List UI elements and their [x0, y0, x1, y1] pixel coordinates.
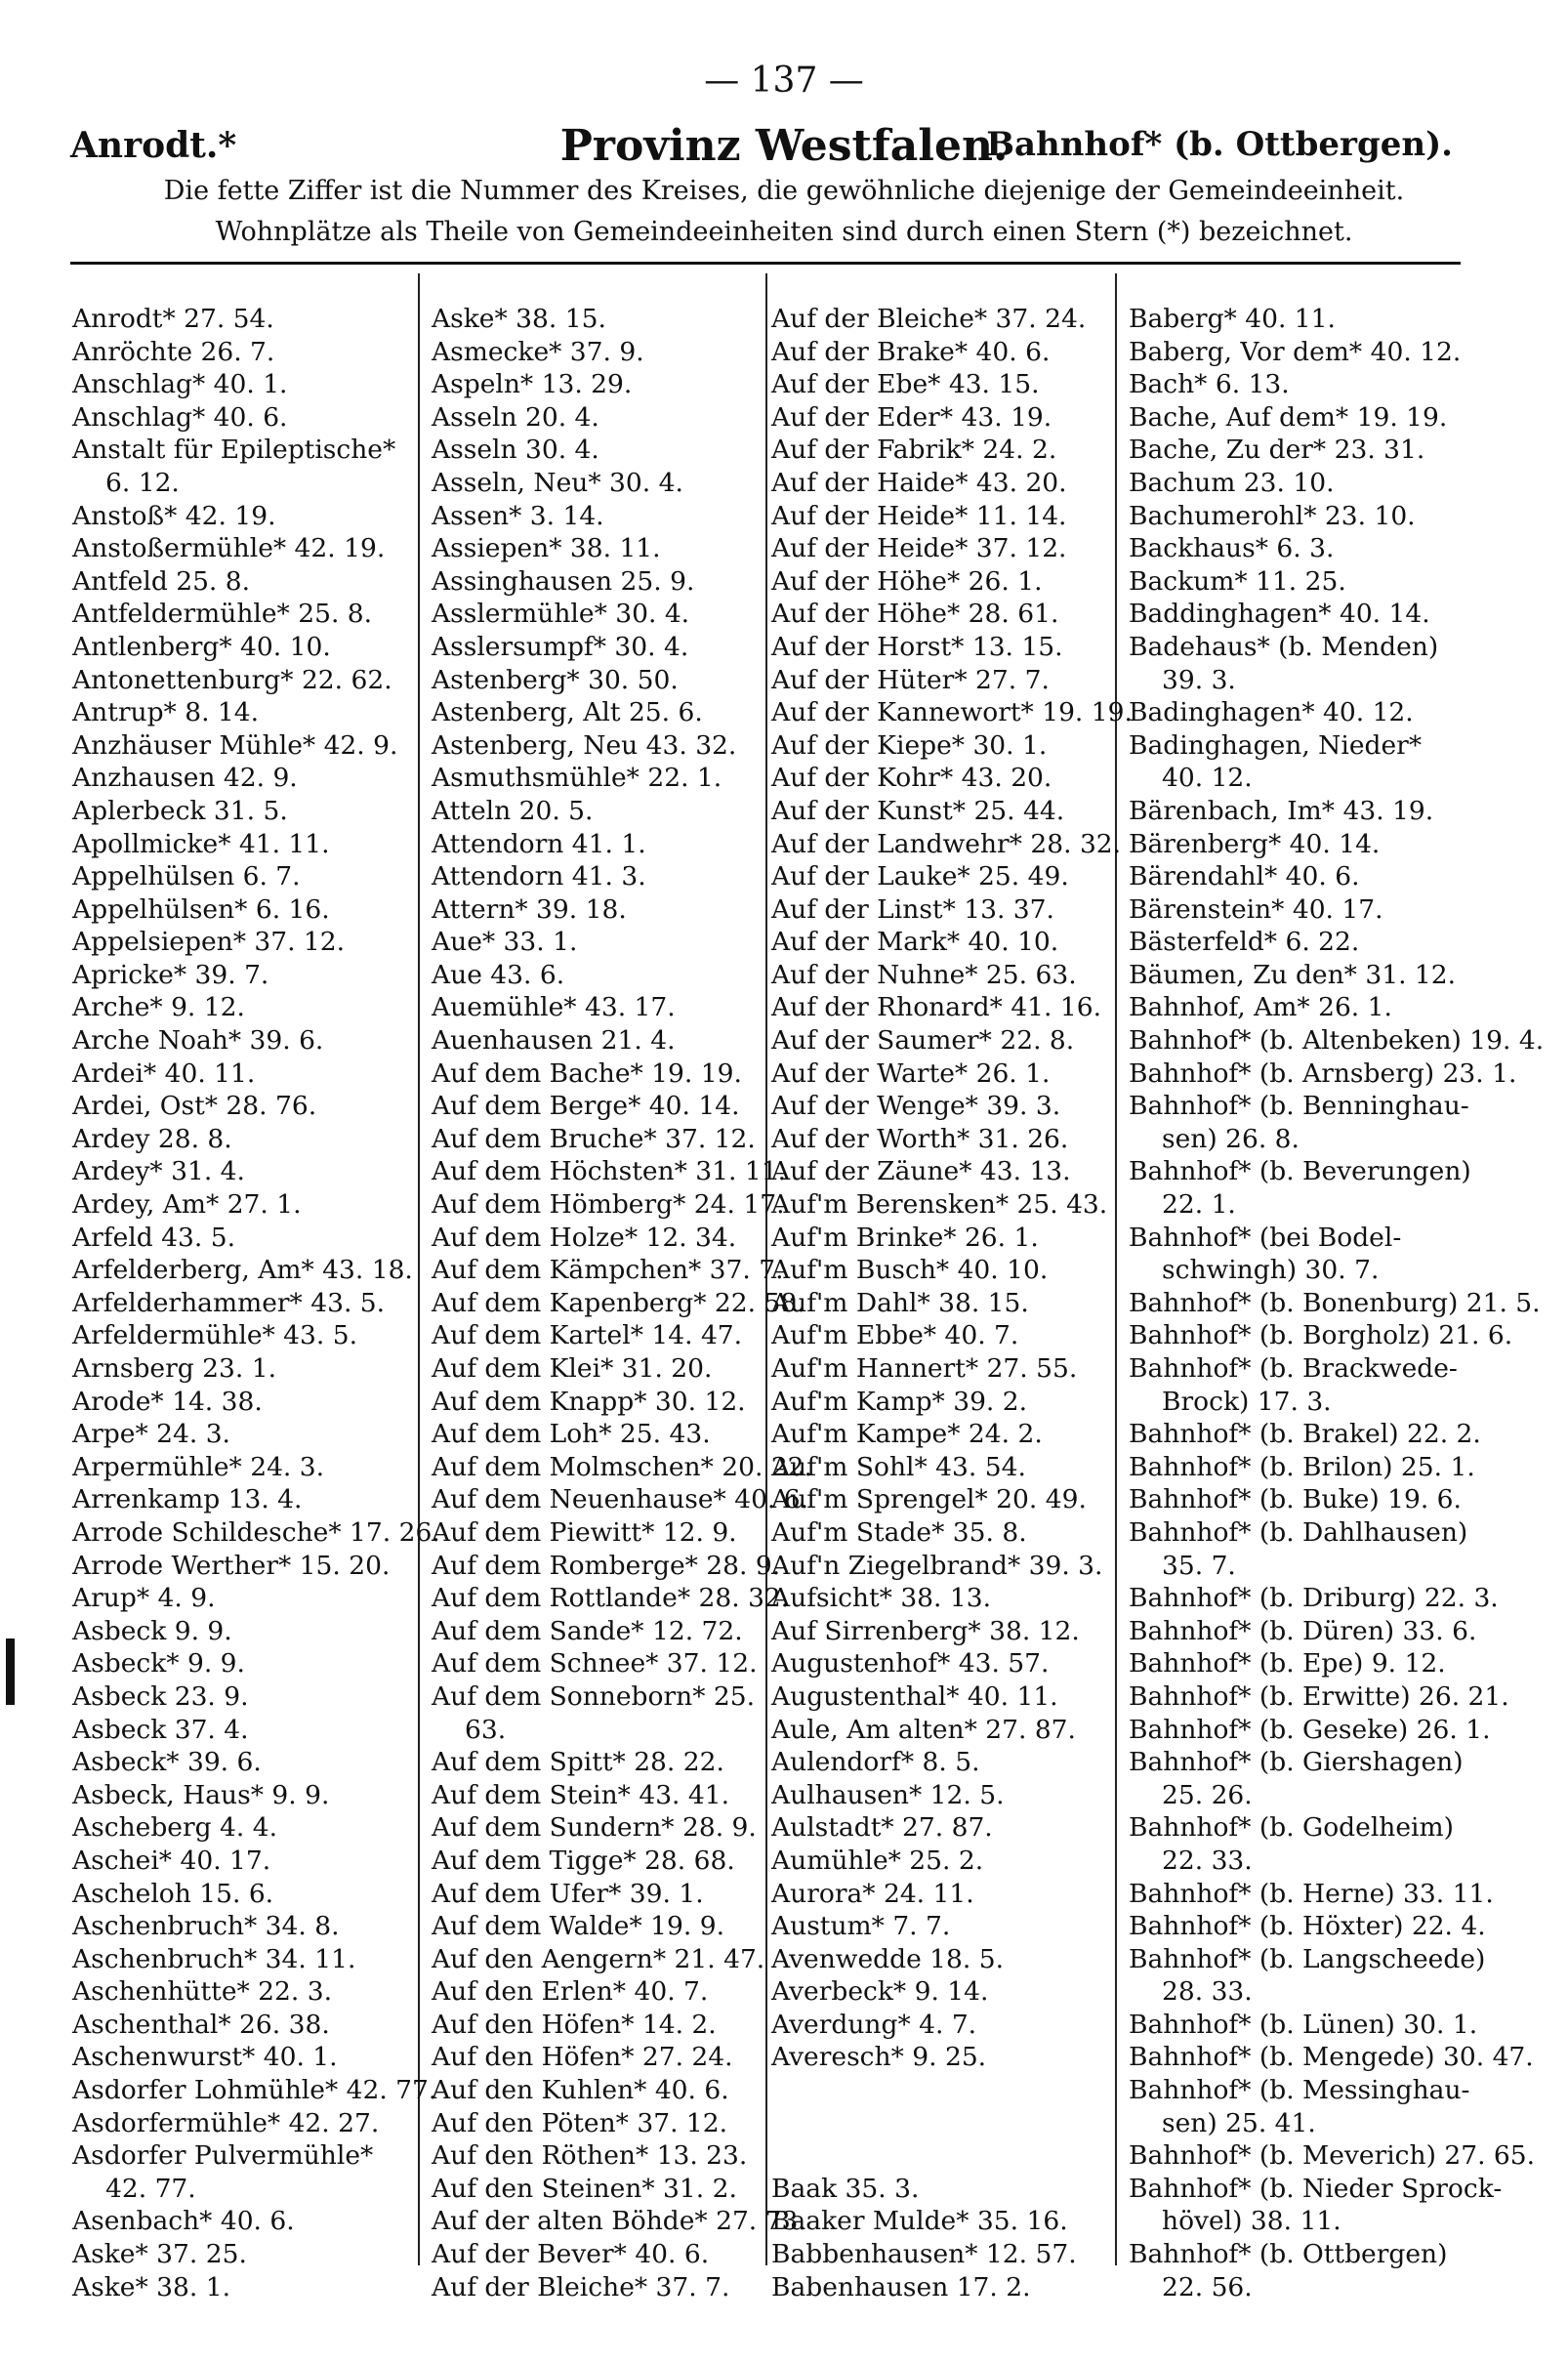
index-entry: Arpermühle* 24. 3.: [72, 1451, 325, 1482]
index-entry: Aulendorf* 8. 5.: [771, 1747, 980, 1778]
index-entry: Auf den Röthen* 13. 23.: [432, 2140, 748, 2172]
index-entry: Auf dem Loh* 25. 43.: [432, 1419, 711, 1450]
index-entry: Bahnhof* (b. Borgholz) 21. 6.: [1129, 1320, 1513, 1351]
index-entry: Auf der Bleiche* 37. 24.: [771, 304, 1087, 334]
index-entry: Aue* 33. 1.: [432, 927, 578, 958]
index-entry: Bachumerohl* 23. 10.: [1129, 500, 1416, 531]
index-entry: Auf dem Bruche* 37. 12.: [432, 1123, 756, 1154]
index-entry: Auf der Brake* 40. 6.: [771, 336, 1051, 367]
index-entry: Antfeld 25. 8.: [72, 565, 251, 597]
index-entry: Auf der Warte* 26. 1.: [771, 1058, 1051, 1089]
index-entry: Bärenbach, Im* 43. 19.: [1129, 795, 1434, 826]
index-entry: Baak 35. 3.: [771, 2173, 920, 2204]
index-entry: Auf'm Kamp* 39. 2.: [771, 1386, 1028, 1417]
index-entry: Anschlag* 40. 6.: [72, 401, 288, 433]
index-entry: Bahnhof* (b. Brackwede-: [1129, 1353, 1458, 1384]
index-entry: Bahnhof* (b. Herne) 33. 11.: [1129, 1878, 1494, 1909]
index-entry: Auf dem Klei* 31. 20.: [432, 1353, 713, 1384]
index-entry: Bahnhof* (b. Brakel) 22. 2.: [1129, 1419, 1481, 1450]
index-entry: Backhaus* 6. 3.: [1129, 533, 1335, 564]
index-entry: Auf dem Höchsten* 31. 11.: [432, 1156, 786, 1187]
index-entry: Ardey 28. 8.: [72, 1123, 232, 1154]
index-entry: Bahnhof* (b. Altenbeken) 19. 4.: [1129, 1025, 1545, 1057]
index-entry: Arup* 4. 9.: [72, 1583, 216, 1614]
index-entry: Baddinghagen* 40. 14.: [1129, 599, 1430, 630]
index-entry: Auf dem Ufer* 39. 1.: [432, 1878, 704, 1909]
index-entry: Auf den Kuhlen* 40. 6.: [432, 2075, 729, 2106]
index-entry: Backum* 11. 25.: [1129, 565, 1346, 597]
index-entry: Bahnhof* (b. Dahlhausen): [1129, 1516, 1468, 1548]
index-entry: Arrode Schildesche* 17. 26.: [72, 1516, 440, 1548]
index-entry: Assinghausen 25. 9.: [432, 565, 695, 597]
index-entry: Aske* 38. 15.: [432, 304, 606, 334]
index-entry: hövel) 38. 11.: [1162, 2206, 1341, 2237]
index-entry: Ascheberg 4. 4.: [72, 1812, 278, 1844]
index-entry: Auf der Horst* 13. 15.: [771, 631, 1063, 662]
index-entry: Bahnhof* (b. Langscheede): [1129, 1943, 1486, 1974]
index-entry: Appelhülsen 6. 7.: [72, 861, 301, 892]
index-entry: Auf der Nuhne* 25. 63.: [771, 959, 1077, 990]
index-entry: Bachum 23. 10.: [1129, 467, 1335, 498]
index-entry: Auf dem Berge* 40. 14.: [432, 1091, 740, 1122]
index-entry: Anstoß* 42. 19.: [72, 500, 276, 531]
index-entry: 6. 12.: [105, 467, 180, 498]
index-entry: schwingh) 30. 7.: [1162, 1255, 1380, 1286]
index-entry: [771, 2139, 1113, 2173]
index-entry: Aske* 37. 25.: [72, 2239, 247, 2270]
legend-line-2: Wohnplätze als Theile von Gemeindeeinheiten sind durch einen Stern (*) bezeichnet.: [215, 217, 1353, 247]
index-entry: Auf der Kohr* 43. 20.: [771, 763, 1052, 794]
index-entry: Auf der Landwehr* 28. 32.: [771, 828, 1122, 859]
index-entry: Asenbach* 40. 6.: [72, 2206, 295, 2237]
index-entry: Auf dem Knapp* 30. 12.: [432, 1386, 746, 1417]
page-number: — 137 —: [704, 61, 864, 101]
index-entry: Bahnhof* (b. Erwitte) 26. 21.: [1129, 1680, 1509, 1712]
index-entry: Aue 43. 6.: [432, 959, 565, 990]
index-entry: Auf dem Spitt* 28. 22.: [432, 1747, 724, 1778]
index-entry: Asbeck* 39. 6.: [72, 1747, 262, 1778]
index-entry: Auf Sirrenberg* 38. 12.: [771, 1615, 1080, 1646]
index-entry: Bahnhof* (b. Driburg) 22. 3.: [1129, 1583, 1499, 1614]
index-entry: Auf den Pöten* 37. 12.: [432, 2107, 728, 2138]
index-entry: Auf dem Schnee* 37. 12.: [432, 1648, 758, 1680]
index-entry: Avenwedde 18. 5.: [771, 1943, 1005, 1974]
index-entry: Austum* 7. 7.: [771, 1911, 951, 1942]
index-entry: Anzhäuser Mühle* 42. 9.: [72, 729, 398, 761]
index-entry: Bahnhof* (b. Arnsberg) 23. 1.: [1129, 1058, 1517, 1089]
index-entry: Asdorfermühle* 42. 27.: [72, 2107, 380, 2138]
index-entry: sen) 25. 41.: [1162, 2107, 1316, 2138]
index-entry: Aschenwurst* 40. 1.: [72, 2042, 338, 2073]
index-entry: Arrode Werther* 15. 20.: [72, 1550, 391, 1581]
index-entry: Bahnhof* (b. Ottbergen): [1129, 2239, 1448, 2270]
index-entry: Bärenstein* 40. 17.: [1129, 893, 1383, 925]
index-entry: Aschenhütte* 22. 3.: [72, 1976, 333, 2008]
index-entry: Averbeck* 9. 14.: [771, 1976, 989, 2008]
index-entry: Ardey* 31. 4.: [72, 1156, 245, 1187]
index-entry: Auf dem Neuenhause* 40. 6.: [432, 1484, 809, 1515]
page-title: Provinz Westfalen.: [559, 121, 1009, 171]
index-entry: Auf der Wenge* 39. 3.: [771, 1091, 1061, 1122]
index-entry: Arche Noah* 39. 6.: [72, 1025, 324, 1057]
index-entry: Auf der Kiepe* 30. 1.: [771, 729, 1048, 761]
index-entry: Aschenbruch* 34. 8.: [72, 1911, 340, 1942]
index-entry: Auf der Mark* 40. 10.: [771, 927, 1059, 958]
index-entry: Aurora* 24. 11.: [771, 1878, 974, 1909]
index-entry: Auf'n Ziegelbrand* 39. 3.: [771, 1550, 1103, 1581]
index-entry: Auf dem Kartel* 14. 47.: [432, 1320, 743, 1351]
index-entry: Apollmicke* 41. 11.: [72, 828, 330, 859]
index-entry: Asdorfer Lohmühle* 42. 77.: [72, 2075, 437, 2106]
index-entry: Auf der Höhe* 26. 1.: [771, 565, 1043, 597]
index-entry: Auf'm Hannert* 27. 55.: [771, 1353, 1078, 1384]
index-entry: Anstoßermühle* 42. 19.: [72, 533, 386, 564]
index-entry: Auf der Linst* 13. 37.: [771, 893, 1054, 925]
index-entry: Asbeck 9. 9.: [72, 1615, 232, 1646]
index-entry: Arche* 9. 12.: [72, 992, 245, 1023]
index-entry: Auf der Haide* 43. 20.: [771, 467, 1067, 498]
index-entry: Auf der Ebe* 43. 15.: [771, 369, 1040, 400]
index-entry: Auf dem Hömberg* 24. 17.: [432, 1189, 785, 1221]
index-entry: Anröchte 26. 7.: [72, 336, 275, 367]
index-entry: Auf'm Kampe* 24. 2.: [771, 1419, 1043, 1450]
index-entry: Attendorn 41. 3.: [432, 861, 646, 892]
index-entry: 28. 33.: [1162, 1976, 1253, 2008]
index-entry: Auf der Höhe* 28. 61.: [771, 599, 1059, 630]
index-entry: 25. 26.: [1162, 1779, 1253, 1810]
index-entry: Asslermühle* 30. 4.: [432, 599, 690, 630]
index-entry: Bahnhof* (b. Lünen) 30. 1.: [1129, 2009, 1478, 2040]
index-entry: Asseln 20. 4.: [432, 401, 599, 433]
index-entry: Auf der Hüter* 27. 7.: [771, 664, 1050, 695]
index-entry: Auf den Erlen* 40. 7.: [432, 1976, 709, 2008]
index-entry: Badehaus* (b. Menden): [1129, 631, 1439, 662]
index-entry: Auf dem Sundern* 28. 9.: [432, 1812, 757, 1844]
index-entry: Bahnhof* (b. Benninghau-: [1129, 1091, 1469, 1122]
index-entry: Auf der Kunst* 25. 44.: [771, 795, 1065, 826]
index-entry: Bahnhof* (b. Bonenburg) 21. 5.: [1129, 1287, 1541, 1318]
index-entry: Astenberg, Neu 43. 32.: [432, 729, 737, 761]
index-entry: Aplerbeck 31. 5.: [72, 795, 288, 826]
index-entry: Auf den Aengern* 21. 47.: [432, 1943, 765, 1974]
index-entry: Auf dem Sonneborn* 25.: [432, 1680, 756, 1712]
index-entry: Bahnhof* (b. Messinghau-: [1129, 2075, 1470, 2106]
index-entry: Aschei* 40. 17.: [72, 1845, 271, 1876]
index-entry: 22. 1.: [1162, 1189, 1236, 1221]
index-entry: Auf der Worth* 31. 26.: [771, 1123, 1069, 1154]
index-entry: Antonettenburg* 22. 62.: [72, 664, 392, 695]
index-entry: Arnsberg 23. 1.: [72, 1353, 277, 1384]
scan-artifact: [6, 1638, 15, 1705]
index-entry: Antfeldermühle* 25. 8.: [72, 599, 373, 630]
index-entry: Bahnhof* (b. Düren) 33. 6.: [1129, 1615, 1477, 1646]
index-entry: Averesch* 9. 25.: [771, 2042, 987, 2073]
header-last-entry: Bahnhof* (b. Ottbergen).: [986, 125, 1453, 164]
column-divider: [1115, 273, 1117, 2265]
index-entry: Auf den Steinen* 31. 2.: [432, 2173, 737, 2204]
index-entry: Antrup* 8. 14.: [72, 697, 260, 728]
index-entry: Arrenkamp 13. 4.: [72, 1484, 303, 1515]
index-entry: Auf dem Bache* 19. 19.: [432, 1058, 742, 1089]
index-entry: Auf dem Romberge* 28. 9.: [432, 1550, 781, 1581]
index-entry: Bäumen, Zu den* 31. 12.: [1129, 959, 1457, 990]
index-entry: Auenhausen 21. 4.: [432, 1025, 676, 1057]
index-entry: Asbeck, Haus* 9. 9.: [72, 1779, 330, 1810]
header-rule: [70, 262, 1461, 265]
index-entry: 42. 77.: [105, 2173, 196, 2204]
index-entry: Auf der Bever* 40. 6.: [432, 2239, 710, 2270]
index-entry: Asbeck* 9. 9.: [72, 1648, 245, 1680]
index-entry: Appelsiepen* 37. 12.: [72, 927, 346, 958]
index-entry: Asbeck 23. 9.: [72, 1680, 249, 1712]
index-entry: Auf der Rhonard* 41. 16.: [771, 992, 1102, 1023]
index-entry: Assen* 3. 14.: [432, 500, 604, 531]
index-entry: Asbeck 37. 4.: [72, 1714, 249, 1745]
index-entry: Ardei* 40. 11.: [72, 1058, 256, 1089]
index-entry: Aske* 38. 1.: [72, 2271, 231, 2302]
index-column-1: [72, 303, 440, 2303]
index-entry: Asdorfer Pulvermühle*: [72, 2140, 374, 2172]
index-entry: Asmuthsmühle* 22. 1.: [432, 763, 722, 794]
index-column-4: [1129, 303, 1545, 2303]
index-entry: Asseln, Neu* 30. 4.: [432, 467, 683, 498]
index-entry: 39. 3.: [1162, 664, 1236, 695]
index-entry: Aschenthal* 26. 38.: [72, 2009, 330, 2040]
index-entry: Auf der Heide* 11. 14.: [771, 500, 1067, 531]
index-entry: Bache, Zu der* 23. 31.: [1129, 435, 1425, 466]
index-entry: Auf der Lauke* 25. 49.: [771, 861, 1069, 892]
index-entry: 63.: [465, 1714, 507, 1745]
column-divider: [418, 273, 420, 2265]
index-entry: Auf der Fabrik* 24. 2.: [771, 435, 1057, 466]
index-entry: Ardei, Ost* 28. 76.: [72, 1091, 317, 1122]
index-entry: Bästerfeld* 6. 22.: [1129, 927, 1360, 958]
index-entry: Auf den Höfen* 14. 2.: [432, 2009, 717, 2040]
index-entry: Auf'm Sprengel* 20. 49.: [771, 1484, 1087, 1515]
index-entry: Auf'm Busch* 40. 10.: [771, 1255, 1049, 1286]
index-entry: Auf der Kannewort* 19. 19.: [771, 697, 1133, 728]
index-entry: Ardey, Am* 27. 1.: [72, 1189, 302, 1221]
index-entry: Asmecke* 37. 9.: [432, 336, 644, 367]
index-entry: Astenberg* 30. 50.: [432, 664, 679, 695]
index-entry: Bach* 6. 13.: [1129, 369, 1290, 400]
index-entry: Anstalt für Epileptische*: [72, 435, 396, 466]
index-entry: Augustenhof* 43. 57.: [771, 1648, 1050, 1680]
index-entry: Auf'm Stade* 35. 8.: [771, 1516, 1027, 1548]
index-entry: Bärendahl* 40. 6.: [1129, 861, 1360, 892]
index-entry: Bahnhof* (bei Bodel-: [1129, 1222, 1402, 1253]
index-entry: Aule, Am alten* 27. 87.: [771, 1714, 1076, 1745]
index-entry: Bahnhof* (b. Höxter) 22. 4.: [1129, 1911, 1486, 1942]
index-entry: Anschlag* 40. 1.: [72, 369, 288, 400]
index-entry: Bahnhof* (b. Meverich) 27. 65.: [1129, 2140, 1536, 2172]
index-entry: Auf dem Holze* 12. 34.: [432, 1222, 737, 1253]
index-entry: Averdung* 4. 7.: [771, 2009, 977, 2040]
index-entry: Auf den Höfen* 27. 24.: [432, 2042, 733, 2073]
index-entry: Bache, Auf dem* 19. 19.: [1129, 401, 1448, 433]
index-entry: Auf der Heide* 37. 12.: [771, 533, 1067, 564]
index-entry: Bahnhof* (b. Epe) 9. 12.: [1129, 1648, 1446, 1680]
index-entry: Arode* 14. 38.: [72, 1386, 263, 1417]
index-entry: Baberg* 40. 11.: [1129, 304, 1336, 334]
index-entry: Auemühle* 43. 17.: [432, 992, 676, 1023]
index-entry: Baaker Mulde* 35. 16.: [771, 2206, 1068, 2237]
index-entry: Badinghagen* 40. 12.: [1129, 697, 1414, 728]
index-entry: Badinghagen, Nieder*: [1129, 729, 1423, 761]
index-entry: Bahnhof* (b. Godelheim): [1129, 1812, 1454, 1844]
index-entry: Bahnhof* (b. Nieder Sprock-: [1129, 2173, 1503, 2204]
index-entry: [771, 2107, 1113, 2140]
index-entry: Auf dem Kapenberg* 22. 58.: [432, 1287, 805, 1318]
index-entry: Bahnhof* (b. Giershagen): [1129, 1747, 1464, 1778]
index-entry: Auf dem Kämpchen* 37. 7.: [432, 1255, 784, 1286]
index-entry: Arfelderhammer* 43. 5.: [72, 1287, 386, 1318]
index-entry: Auf der Eder* 43. 19.: [771, 401, 1052, 433]
index-entry: Anzhausen 42. 9.: [72, 763, 298, 794]
index-entry: Brock) 17. 3.: [1162, 1386, 1332, 1417]
index-entry: 40. 12.: [1162, 763, 1253, 794]
index-entry: Apricke* 39. 7.: [72, 959, 269, 990]
index-entry: Auf dem Molmschen* 20. 22.: [432, 1451, 812, 1482]
legend-line-1: Die fette Ziffer ist die Nummer des Kreises, die gewöhnliche diejenige der Gemeindeeinheit.: [163, 176, 1405, 206]
index-entry: Bahnhof* (b. Mengede) 30. 47.: [1129, 2042, 1534, 2073]
index-entry: Bärenberg* 40. 14.: [1129, 828, 1381, 859]
index-entry: Auf dem Sande* 12. 72.: [432, 1615, 743, 1646]
index-entry: Anrodt* 27. 54.: [72, 304, 274, 334]
index-entry: Bahnhof* (b. Geseke) 26. 1.: [1129, 1714, 1491, 1745]
index-entry: Auf'm Brinke* 26. 1.: [771, 1222, 1039, 1253]
index-entry: Antlenberg* 40. 10.: [72, 631, 331, 662]
index-entry: Bahnhof* (b. Brilon) 25. 1.: [1129, 1451, 1475, 1482]
index-entry: Aufsicht* 38. 13.: [771, 1583, 992, 1614]
index-entry: Augustenthal* 40. 11.: [771, 1680, 1058, 1712]
index-entry: 22. 33.: [1162, 1845, 1253, 1876]
index-entry: Auf dem Tigge* 28. 68.: [432, 1845, 735, 1876]
index-entry: Assiepen* 38. 11.: [432, 533, 661, 564]
index-entry: Auf dem Stein* 43. 41.: [432, 1779, 730, 1810]
index-entry: Auf der Saumer* 22. 8.: [771, 1025, 1075, 1057]
index-entry: 35. 7.: [1162, 1550, 1236, 1581]
index-entry: Attendorn 41. 1.: [432, 828, 646, 859]
index-entry: Auf dem Walde* 19. 9.: [432, 1911, 725, 1942]
index-entry: Bahnhof* (b. Buke) 19. 6.: [1129, 1484, 1462, 1515]
index-entry: Atteln 20. 5.: [432, 795, 594, 826]
index-entry: Aschenbruch* 34. 11.: [72, 1943, 356, 1974]
index-entry: [771, 2074, 1113, 2107]
index-entry: Auf'm Ebbe* 40. 7.: [771, 1320, 1019, 1351]
index-entry: Auf'm Sohl* 43. 54.: [771, 1451, 1026, 1482]
index-entry: Auf der alten Böhde* 27. 73.: [432, 2206, 806, 2237]
index-entry: Attern* 39. 18.: [432, 893, 627, 925]
index-entry: Appelhülsen* 6. 16.: [72, 893, 330, 925]
index-entry: Baberg, Vor dem* 40. 12.: [1129, 336, 1462, 367]
index-entry: Arpe* 24. 3.: [72, 1419, 230, 1450]
index-entry: Babenhausen 17. 2.: [771, 2271, 1031, 2302]
index-entry: Aspeln* 13. 29.: [432, 369, 633, 400]
index-entry: Arfeld 43. 5.: [72, 1222, 236, 1253]
index-entry: Bahnhof, Am* 26. 1.: [1129, 992, 1392, 1023]
index-entry: Auf der Bleiche* 37. 7.: [432, 2271, 730, 2302]
index-entry: Auf der Zäune* 43. 13.: [771, 1156, 1071, 1187]
index-entry: Ascheloh 15. 6.: [72, 1878, 274, 1909]
index-entry: Auf dem Piewitt* 12. 9.: [432, 1516, 737, 1548]
index-entry: Aulstadt* 27. 87.: [771, 1812, 993, 1844]
index-entry: Arfeldermühle* 43. 5.: [72, 1320, 358, 1351]
index-entry: Asslersumpf* 30. 4.: [432, 631, 689, 662]
index-entry: 22. 56.: [1162, 2271, 1253, 2302]
index-entry: Bahnhof* (b. Beverungen): [1129, 1156, 1471, 1187]
index-entry: Auf dem Rottlande* 28. 32.: [432, 1583, 790, 1614]
index-entry: Astenberg, Alt 25. 6.: [432, 697, 703, 728]
index-column-2: [432, 303, 812, 2303]
index-entry: Asseln 30. 4.: [432, 435, 599, 466]
index-column-3: [771, 303, 1133, 2303]
index-entry: Aumühle* 25. 2.: [771, 1845, 984, 1876]
header-first-entry: Anrodt.*: [70, 125, 237, 166]
index-entry: Arfelderberg, Am* 43. 18.: [72, 1255, 413, 1286]
index-entry: Aulhausen* 12. 5.: [771, 1779, 1005, 1810]
index-entry: Auf'm Dahl* 38. 15.: [771, 1287, 1029, 1318]
index-entry: Babbenhausen* 12. 57.: [771, 2239, 1077, 2270]
index-entry: Auf'm Berensken* 25. 43.: [771, 1189, 1108, 1221]
index-entry: sen) 26. 8.: [1162, 1123, 1300, 1154]
